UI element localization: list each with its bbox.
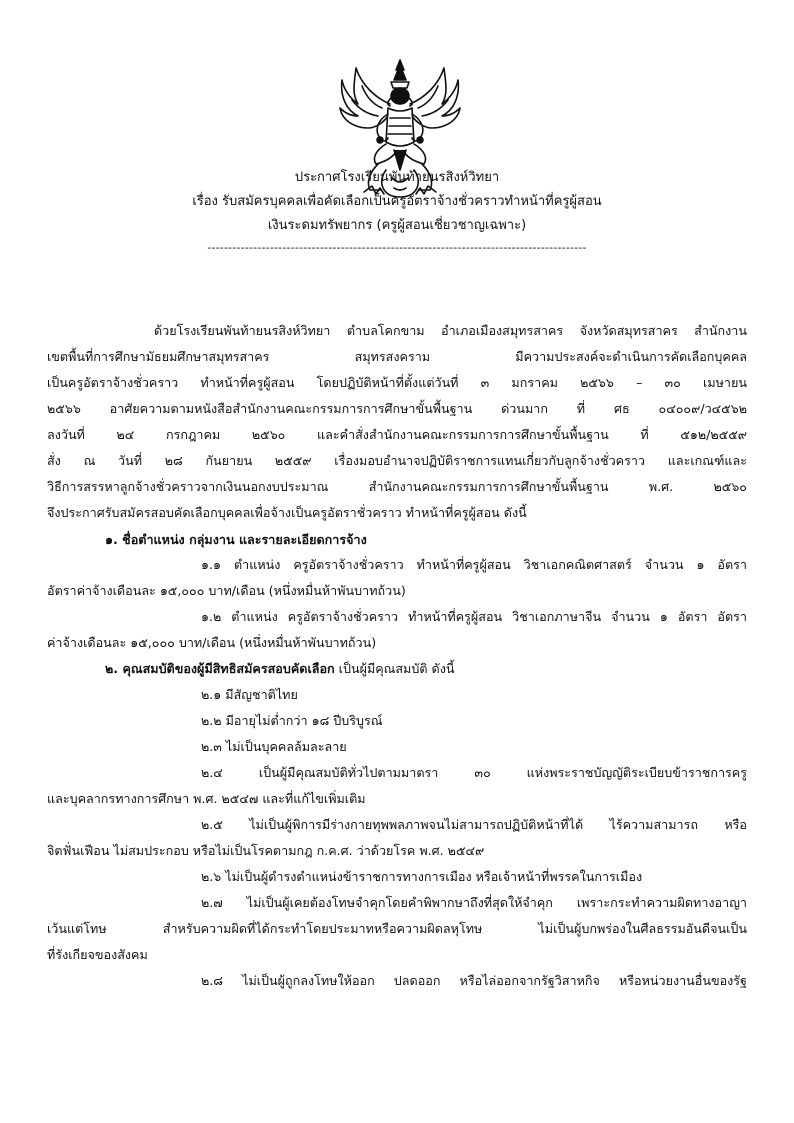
section2-line: ๒.๖ ไม่เป็นผู้ดำรงตำแหน่งข้าราชการทางการเมือง หรือเจ้าหน้าที่พรรคในการเมือง xyxy=(201,869,643,884)
section2-heading-tail: เป็นผู้มีคุณสมบัติ ดังนี้ xyxy=(334,661,455,676)
section2-line: ที่รังเกียจของสังคม xyxy=(47,947,148,962)
section2-line: ๒.๕ ไม่เป็นผู้พิการมีร่างกายทุพพลภาพจนไม่สามารถปฏิบัติหน้าที่ได้ ไร้ความสามารถ หรือ xyxy=(201,817,747,832)
section2-line: ๒.๑ มีสัญชาติไทย xyxy=(201,687,298,702)
intro-line: วิธีการสรรหาลูกจ้างชั่วคราวจากเงินนอกงบประมาณ สำนักงานคณะกรรมการการศึกษาขั้นพื้นฐาน พ.ศ. ๒๕๖๐ xyxy=(47,479,747,494)
section2-line: ๒.๗ ไม่เป็นผู้เคยต้องโทษจำคุกโดยคำพิพากษาถึงที่สุดให้จำคุก เพราะกระทำความผิดทางอาญา xyxy=(201,895,747,910)
section2-line: ๒.๒ มีอายุไม่ต่ำกว่า ๑๘ ปีบริบูรณ์ xyxy=(201,713,383,728)
section1-line: ๑.๑ ตำแหน่ง ครูอัตราจ้างชั่วคราว ทำหน้าที่ครูผู้สอน วิชาเอกคณิตศาสตร์ จำนวน ๑ อัตรา xyxy=(201,557,747,572)
section2-line: ๒.๓ ไม่เป็นบุคคลล้มละลาย xyxy=(201,739,347,754)
intro-line: จึงประกาศรับสมัครสอบคัดเลือกบุคคลเพื่อจ้างเป็นครูอัตราชั่วคราว ทำหน้าที่ครูผู้สอน ดังนี้ xyxy=(47,505,527,520)
section2-line: และบุคลากรทางการศึกษา พ.ศ. ๒๕๔๗ และที่แก้ไขเพิ่มเติม xyxy=(47,791,366,806)
intro-line: เขตพื้นที่การศึกษามัธยมศึกษาสมุทรสาคร สมุทรสงคราม มีความประสงค์จะดำเนินการคัดเลือกบุคคล xyxy=(47,349,747,364)
announcement-title: ประกาศโรงเรียนพันท้ายนรสิงห์วิทยา xyxy=(294,170,500,185)
header-divider: ------------------------------------------------------------------------------------------- xyxy=(207,241,587,254)
intro-line: ๒๕๖๖ อาศัยความตามหนังสือสำนักงานคณะกรรมการการศึกษาขั้นพื้นฐาน ด่วนมาก ที่ ศธ ๐๔๐๐๙/ว๔๕๖๒ xyxy=(47,401,747,416)
intro-line: เป็นครูอัตราจ้างชั่วคราว ทำหน้าที่ครูผู้สอน โดยปฏิบัติหน้าที่ตั้งแต่วันที่ ๓ มกราคม ๒๕๖๖ – ๓๐ เมษายน xyxy=(47,375,747,390)
section1-line: อัตราค่าจ้างเดือนละ ๑๕,๐๐๐ บาท/เดือน (หนึ่งหมื่นห้าพันบาทถ้วน) xyxy=(47,583,406,598)
section2-line: เว้นแต่โทษ สำหรับความผิดที่ได้กระทำโดยประมาทหรือความผิดลหุโทษ ไม่เป็นผู้บกพร่องในศีลธรรมอันดีจนเป็น xyxy=(47,921,747,936)
section1-line: ๑.๒ ตำแหน่ง ครูอัตราจ้างชั่วคราว ทำหน้าที่ครูผู้สอน วิชาเอกภาษาจีน จำนวน ๑ อัตรา อัตรา xyxy=(201,609,747,624)
section2-heading-row xyxy=(105,661,454,677)
section2-line: ๒.๘ ไม่เป็นผู้ถูกลงโทษให้ออก ปลดออก หรือไล่ออกจากรัฐวิสาหกิจ หรือหน่วยงานอื่นของรัฐ xyxy=(201,973,747,988)
announcement-subject: เรื่อง รับสมัครบุคคลเพื่อคัดเลือกเป็นครูอัตราจ้างชั่วคราวทำหน้าที่ครูผู้สอน xyxy=(192,194,602,209)
section2-line: ๒.๔ เป็นผู้มีคุณสมบัติทั่วไปตามมาตรา ๓๐ แห่งพระราชบัญญัติระเบียบข้าราชการครู xyxy=(201,765,747,780)
section1-heading: ๑. ชื่อตำแหน่ง กลุ่มงาน และรายละเอียดการจ้าง xyxy=(105,532,367,547)
section2-line: จิตฟั่นเฟือน ไม่สมประกอบ หรือไม่เป็นโรคตามกฎ ก.ค.ศ. ว่าด้วยโรค พ.ศ. ๒๕๔๙ xyxy=(47,843,485,858)
intro-line: ลงวันที่ ๒๔ กรกฎาคม ๒๕๖๐ และคำสั่งสำนักงานคณะกรรมการการศึกษาขั้นพื้นฐาน ที่ ๕๑๒/๒๕๕๙ xyxy=(47,427,747,442)
section1-line: ค่าจ้างเดือนละ ๑๕,๐๐๐ บาท/เดือน (หนึ่งหมื่นห้าพันบาทถ้วน) xyxy=(47,635,377,650)
intro-line: ด้วยโรงเรียนพันท้ายนรสิงห์วิทยา ตำบลโคกขาม อำเภอเมืองสมุทรสาคร จังหวัดสมุทรสาคร สำนักงาน xyxy=(154,323,747,338)
intro-line: สั่ง ณ วันที่ ๒๘ กันยายน ๒๕๕๙ เรื่องมอบอำนาจปฏิบัติราชการแทนเกี่ยวกับลูกจ้างชั่วคราว และเกณฑ์และ xyxy=(47,453,747,468)
section2-heading: ๒. คุณสมบัติของผู้มีสิทธิสมัครสอบคัดเลือก xyxy=(105,661,335,676)
announcement-funding: เงินระดมทรัพยากร (ครูผู้สอนเชี่ยวชาญเฉพาะ) xyxy=(267,218,527,233)
